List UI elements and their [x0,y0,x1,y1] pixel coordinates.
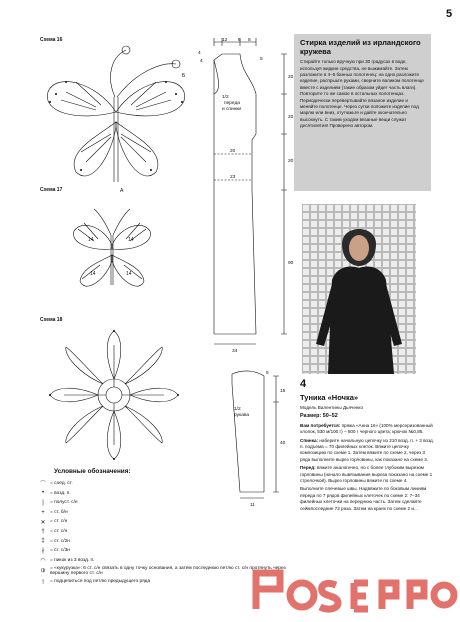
legend-row: ‡ = ст. с/2н [36,537,286,547]
scheme17-num-1: 14 [88,237,94,243]
model-photo [302,204,416,374]
scheme-16-label: Схема 16 [40,37,63,43]
legend-row: ⊺ = подцепиться под петлю предыдущего ряда [36,577,286,587]
tip-box [294,34,431,191]
pattern-drawing [196,34,296,508]
legend [36,468,286,587]
dim-inner-1: 20 [230,149,236,154]
legend-row: ◠ = пикок из 3 возд. п. [36,556,286,566]
dim-top-3: 8 [248,38,251,43]
legend-symbol: † [41,528,45,535]
section-number: 4 [300,378,307,390]
legend-symbol: • [41,490,45,497]
dim-side-4: 90 [288,261,294,266]
legend-symbol: ⦶ [40,567,46,574]
legend-symbol: ◠ [40,558,46,565]
scheme-18-label: Схема 18 [40,317,63,323]
label-sleeve-1: 1/2 [234,407,241,412]
dim-side-3: 20 [288,159,294,164]
tip-title: Стирка изделий из ирландского кружева [300,38,421,56]
legend-symbol: ✕ [40,519,46,526]
legend-symbol: ‡ [41,538,45,545]
legend-row: + = ст. б/н [36,508,286,518]
tip-text: Стирайте только вручную при 30 градусах в воде, используя жидкие средства, не выжимайте. Затем разложите в 4–5 банных полотенец: на одно разложите изделие, распрыьте руками, сверните валиком полотенце вместе с изделием (такие образом уйдет часть влаги). Повторите то же самое в остальных полотенцах. Периодически перевертывайте вязаное изделие и меняйте полотенце. Через сутки положите изделие под марлю или вниз, отутюжьте и дайте окончательно высохнуть. С таким уходом вязаные вещи служат десятилетия! Проверено автором. [300,59,424,129]
dim-top-2: 6 [238,38,241,43]
scheme17-num-2: 14 [128,237,134,243]
sleeve-dim-1: 15 [280,389,286,394]
dim-inner-2: 23 [230,175,236,180]
dim-left-mark: 4 [200,59,203,64]
legend-row: † = ст. с/н [36,527,286,537]
legend-symbol: + [41,509,45,516]
label-front-3: и спинки [222,107,242,112]
sleeve-dim-top: 5 [266,371,269,376]
legend-row: ⌒ = соед. ст. [36,479,286,489]
label-sleeve-2: рукава [234,413,250,418]
sleeve-dim-3: 11 [250,503,255,508]
scheme17-num-3: 14 [90,271,96,277]
legend-row: ⦶ = «кукурузка»: 6 ст. с/н связать в одну точку основания, а затем последнюю петлю ст. с/н протянуть через вершину первого ст. с/н [36,565,286,577]
page-number: 5 [446,8,453,20]
dim-side-2: 20 [288,115,294,120]
label-front-2: переда [224,101,240,106]
legend-symbol: ∤ [41,548,45,555]
sleeve-dim-2: 40 [280,441,286,446]
legend-symbol: ⌒ [39,482,46,489]
scheme-16-diagram [36,42,196,192]
dim-top-1: 12 [222,38,228,43]
legend-symbol: ⊺ [41,579,45,586]
legend-row: | = полуст. с/н [36,498,286,508]
scheme-17-diagram [64,205,160,301]
scheme-18-diagram [44,325,184,465]
dim-side-6: 4 [198,51,201,56]
legend-row: • = возд. п. [36,489,286,499]
dim-side-5: 5 [260,57,263,62]
paragraph-2: Спинка: наберите начальную цепочку из 210 возд. п. + 3 возд. п. подъема = 70 филейных клеток. Вяжите цепочку композицию по схеме 1. Затем вяжите по схеме 2, через 3 ряда выполните вырез горловины, как показано на схеме 3. [300,437,434,462]
scheme16-letter-b: Б [182,73,186,79]
legend-title: Условные обозначения: [54,468,131,475]
size-line: Размер: 50–52 [300,413,338,420]
dim-bottom: 34 [232,349,238,354]
paragraph-3: Перед: вяжите аналогично, но с более глубоким вырезом горловины (начало вывязывания выреза показано на схеме 1 стрелочкой). Вырез горловины вяжите по схеме 4. [300,465,433,484]
scheme16-letter-a: А [120,188,124,194]
paragraph-1: Вам потребуется: пряжа «Анна 16» (100% мерсеризованный хлопок, 530 м/100 г) – 500 г черного цвета; крючок №0,85. [300,422,433,435]
legend-row: ✕ = ст. с/н [36,517,286,527]
label-front-1: 1/2 [222,95,229,100]
scheme-17-label: Схема 17 [40,187,63,193]
section-title: Туника «Ночка» [300,393,359,402]
legend-row: ∤ = ст. с/3н [36,546,286,556]
section-info [300,405,434,514]
scheme17-num-4: 14 [126,271,132,277]
dim-side-1: 20 [288,75,294,80]
paragraph-4: Выполните плечевые швы. Надвяжите по боковым линиям переда по 7 рядов филейных клеточек по схеме 2: 7–34 филейных клеточки на переднюю часть. Затем сделайте сеймпоследние 72 раза. Затем на краях по схеме 2 и... [300,486,427,511]
legend-symbol: | [42,499,44,506]
model-author: Модель Валентины Дьяченко [300,405,364,410]
